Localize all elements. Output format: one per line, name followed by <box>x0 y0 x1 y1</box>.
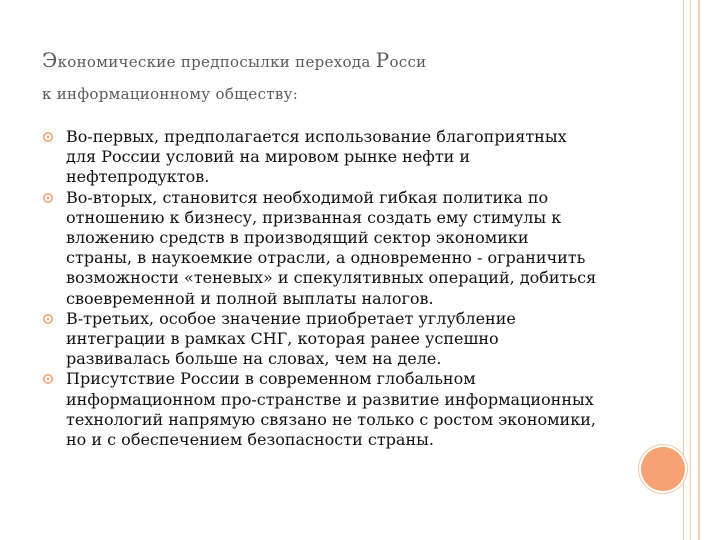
slide-title <box>42 44 662 110</box>
title-text: осси <box>389 53 427 71</box>
hollow-sun-bullet-icon <box>42 192 54 204</box>
decorative-orange-circle <box>641 447 685 491</box>
hollow-sun-bullet-icon <box>42 373 54 385</box>
slide-title-line-1 <box>42 44 662 78</box>
list-item <box>42 127 597 188</box>
list-item-text: В-третьих, особое значение приобретает углубление интеграции в рамках СНГ, которая ранее успешно развивалась больше на словах, чем на деле. <box>66 308 516 369</box>
decorative-vertical-line <box>698 0 700 540</box>
decorative-vertical-line <box>690 0 691 540</box>
hollow-sun-bullet-icon <box>42 131 54 143</box>
list-item-text: Во-вторых, становится необходимой гибкая политика по отношению к бизнесу, призванная создать ему стимулы к вложению средств в производящий сектор экономики страны, в наукоемкие отрасли, а одновременно - ограничить возможности «теневых» и спекулятивных операций, добиться своевременной и полной выплаты налогов. <box>66 187 597 308</box>
list-item-text: Присутствие России в современном глобальном информационном про-странстве и развитие информационных технологий напрямую связано не только с ростом экономики, но и с обеспечением безопасности страны. <box>66 369 596 450</box>
decorative-vertical-line <box>683 0 684 540</box>
slide-title-line-2: к информационному обществу: <box>42 85 299 103</box>
hollow-sun-bullet-icon <box>42 313 54 325</box>
list-item <box>42 369 597 450</box>
title-initial-cap: Э <box>42 48 58 72</box>
title-initial-cap: Р <box>375 48 390 72</box>
bullet-list <box>42 127 597 450</box>
title-text: кономические предпосылки перехода <box>57 53 376 71</box>
list-item-text: Во-первых, предполагается использование благоприятных для России условий на мировом рынке нефти и нефтепродуктов. <box>66 127 567 187</box>
list-item <box>42 188 597 309</box>
list-item <box>42 309 597 370</box>
